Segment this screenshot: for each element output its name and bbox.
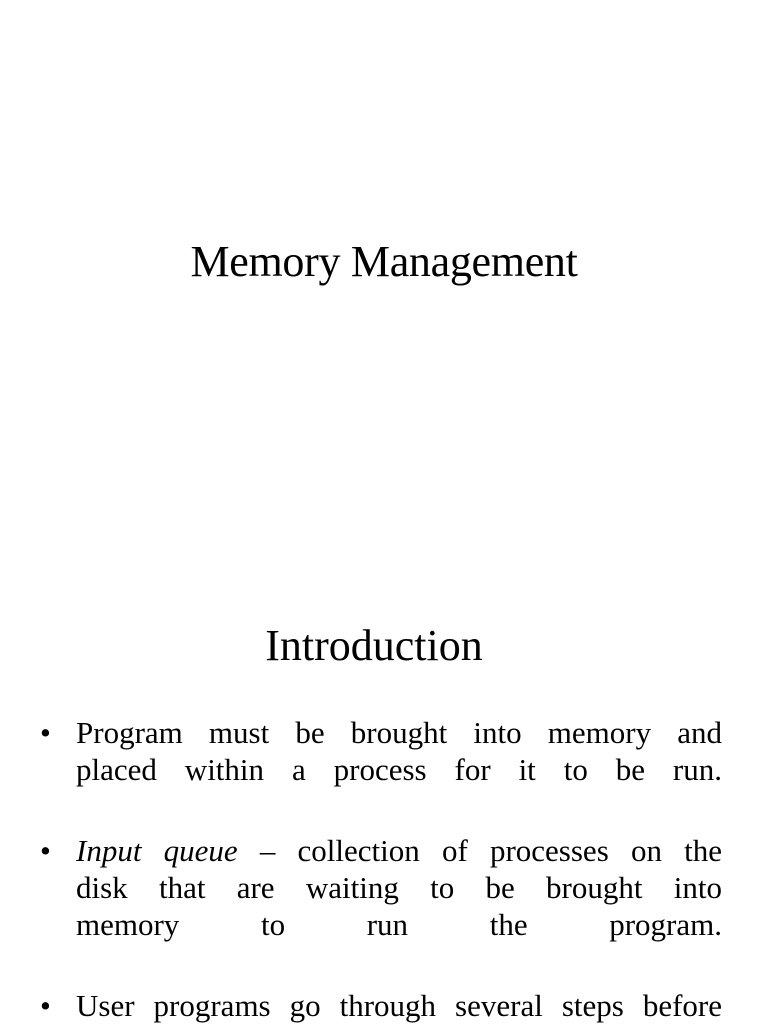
bullet-item: [40, 832, 722, 943]
bullet-item: [40, 987, 722, 1024]
bullet-line: placed within a process for it to be run.: [76, 752, 722, 787]
bullet-line: User programs go through several steps before: [76, 988, 722, 1023]
bullet-dot-icon: •: [40, 833, 51, 868]
term-input-queue: Input queue: [76, 833, 238, 868]
bullet-dot-icon: •: [40, 715, 51, 750]
bullet-list: [40, 714, 722, 1024]
bullet-item: [40, 714, 722, 788]
bullet-dot-icon: •: [40, 988, 51, 1023]
slide-title-introduction: Introduction: [265, 621, 483, 670]
bullet-line: disk that are waiting to be brought into: [76, 870, 722, 905]
slide-title-memory-management: Memory Management: [190, 237, 578, 286]
bullet-line-first: [76, 832, 722, 869]
bullet-line: memory to run the program.: [76, 907, 722, 942]
bullet-line-rest: – collection of processes on the: [237, 833, 722, 868]
bullet-line: Program must be brought into memory and: [76, 715, 722, 750]
